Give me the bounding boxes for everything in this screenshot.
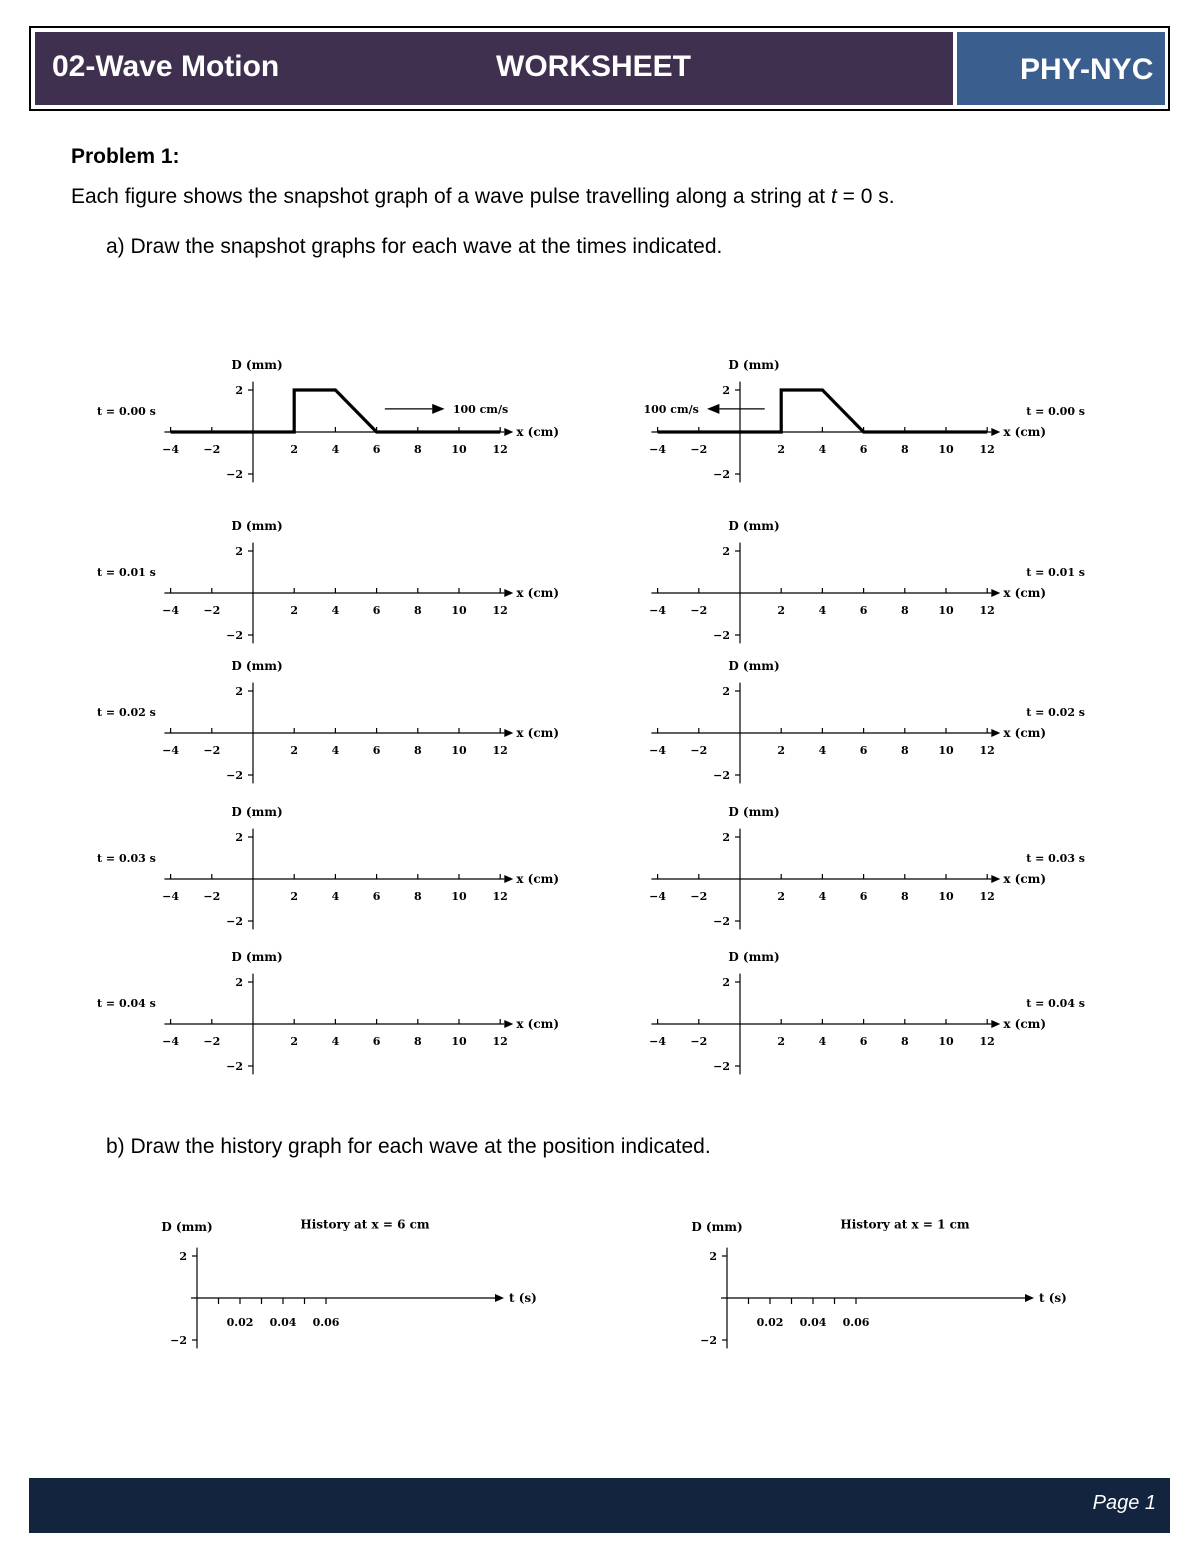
x-tick-label: 2 (777, 443, 786, 456)
x-tick-label: 0.06 (312, 1316, 340, 1329)
x-tick-label: −4 (649, 443, 667, 456)
problem-title: Problem 1: (71, 145, 180, 168)
x-tick-label: −2 (203, 744, 221, 757)
x-tick-label: 10 (451, 604, 467, 617)
page-number: Page 1 (1092, 1492, 1156, 1514)
time-label: t = 0.02 s (1026, 706, 1085, 719)
snapshot-graph-left-4 (97, 950, 559, 1074)
x-axis-arrow (504, 428, 513, 436)
snapshot-graph-right-3 (649, 805, 1085, 929)
x-tick-label: 10 (451, 443, 467, 456)
x-tick-label: 6 (372, 744, 381, 757)
y-tick-label: 2 (235, 831, 243, 844)
velocity-label: 100 cm/s (452, 402, 509, 416)
y-axis-label: D (mm) (231, 659, 283, 673)
x-tick-label: 8 (413, 604, 422, 617)
y-tick-label: 2 (235, 384, 243, 397)
y-axis-label: D (mm) (231, 950, 283, 964)
statement-post: = 0 s. (836, 185, 895, 208)
x-tick-label: 10 (938, 890, 954, 903)
x-tick-label: 4 (818, 890, 827, 903)
footer-bar (29, 1478, 1170, 1533)
y-axis-label: D (mm) (231, 519, 283, 533)
document-type: WORKSHEET (496, 50, 691, 83)
x-tick-label: 4 (331, 744, 340, 757)
time-label: t = 0.02 s (97, 706, 156, 719)
x-tick-label: 2 (290, 443, 299, 456)
x-tick-label: 10 (451, 890, 467, 903)
y-axis-label: D (mm) (728, 950, 780, 964)
snapshot-graph-left-2 (97, 659, 559, 783)
x-tick-label: 8 (900, 604, 909, 617)
pulse-line (171, 390, 501, 432)
y-tick-label: −2 (713, 769, 730, 782)
y-tick-label: 2 (722, 545, 730, 558)
y-axis-label: D (mm) (231, 805, 283, 819)
y-tick-label: −2 (713, 468, 730, 481)
y-tick-label: −2 (226, 769, 243, 782)
y-tick-label: 2 (235, 685, 243, 698)
x-tick-label: 4 (331, 604, 340, 617)
x-tick-label: −2 (690, 443, 708, 456)
x-tick-label: 12 (979, 443, 995, 456)
history-title: History at x = 6 cm (300, 1217, 430, 1232)
y-tick-label: 2 (722, 384, 730, 397)
y-axis-label: D (mm) (728, 659, 780, 673)
statement-pre: Each figure shows the snapshot graph of a wave pulse travelling along a string at (71, 185, 831, 208)
x-tick-label: 8 (900, 1035, 909, 1048)
x-axis-label: x (cm) (516, 726, 560, 740)
x-tick-label: 0.02 (226, 1316, 254, 1329)
time-label: t = 0.04 s (1026, 997, 1085, 1010)
x-tick-label: 10 (451, 744, 467, 757)
velocity-arrowhead (432, 404, 444, 414)
time-label: t = 0.01 s (1026, 566, 1085, 579)
x-axis-arrow (991, 1020, 1000, 1028)
y-tick-label: −2 (226, 1060, 243, 1073)
y-tick-label: 2 (722, 685, 730, 698)
x-tick-label: −4 (649, 604, 667, 617)
x-tick-label: 12 (979, 744, 995, 757)
snapshot-graph-left-1 (97, 519, 559, 643)
x-tick-label: 4 (818, 744, 827, 757)
x-axis-label: t (s) (509, 1291, 537, 1305)
x-tick-label: 4 (818, 1035, 827, 1048)
x-tick-label: 0.06 (842, 1316, 870, 1329)
y-tick-label: 2 (235, 976, 243, 989)
document-title: 02-Wave Motion (52, 50, 280, 83)
y-axis-label: D (mm) (728, 519, 780, 533)
x-tick-label: 6 (372, 604, 381, 617)
x-tick-label: −2 (690, 604, 708, 617)
x-tick-label: 12 (492, 443, 508, 456)
x-tick-label: 6 (859, 443, 868, 456)
x-tick-label: −4 (649, 744, 667, 757)
history-graph-1 (691, 1218, 1067, 1349)
x-tick-label: 6 (859, 890, 868, 903)
x-tick-label: 8 (413, 1035, 422, 1048)
velocity-arrowhead (707, 404, 719, 414)
y-tick-label: −2 (226, 468, 243, 481)
x-tick-label: 10 (938, 443, 954, 456)
y-tick-label: −2 (226, 629, 243, 642)
x-tick-label: 2 (290, 890, 299, 903)
x-axis-arrow (504, 589, 513, 597)
statement-variable: t (830, 185, 837, 208)
x-tick-label: −4 (649, 890, 667, 903)
snapshot-graph-right-4 (649, 950, 1085, 1074)
x-tick-label: −4 (162, 443, 180, 456)
y-tick-label: 2 (709, 1250, 717, 1263)
time-label: t = 0.04 s (97, 997, 156, 1010)
x-tick-label: 10 (938, 744, 954, 757)
x-tick-label: 0.04 (269, 1316, 297, 1329)
y-tick-label: −2 (713, 915, 730, 928)
x-axis-arrow (991, 875, 1000, 883)
x-axis-label: t (s) (1039, 1291, 1067, 1305)
x-tick-label: 4 (818, 443, 827, 456)
x-tick-label: 2 (290, 604, 299, 617)
time-label: t = 0.03 s (97, 852, 156, 865)
y-tick-label: 2 (722, 976, 730, 989)
snapshot-graph-right-2 (649, 659, 1085, 783)
x-tick-label: 4 (818, 604, 827, 617)
x-tick-label: −4 (162, 744, 180, 757)
y-axis-label: D (mm) (728, 358, 780, 372)
x-tick-label: 8 (900, 890, 909, 903)
x-axis-arrow (504, 875, 513, 883)
x-tick-label: −2 (203, 890, 221, 903)
x-tick-label: 4 (331, 443, 340, 456)
x-tick-label: 2 (777, 744, 786, 757)
x-tick-label: 6 (859, 604, 868, 617)
y-tick-label: 2 (235, 545, 243, 558)
x-tick-label: −2 (203, 1035, 221, 1048)
x-tick-label: 12 (492, 744, 508, 757)
x-axis-arrow (504, 729, 513, 737)
velocity-label: 100 cm/s (643, 402, 699, 416)
y-tick-label: −2 (713, 629, 730, 642)
x-tick-label: 12 (492, 1035, 508, 1048)
x-tick-label: 8 (413, 890, 422, 903)
pulse-line (658, 390, 988, 432)
history-graph-0 (161, 1218, 537, 1349)
x-tick-label: 6 (372, 890, 381, 903)
x-tick-label: 8 (900, 744, 909, 757)
snapshot-graph-left-3 (97, 805, 559, 929)
x-tick-label: 10 (938, 1035, 954, 1048)
x-tick-label: 6 (859, 1035, 868, 1048)
x-axis-label: x (cm) (1003, 726, 1047, 740)
x-tick-label: −2 (690, 890, 708, 903)
x-tick-label: 10 (938, 604, 954, 617)
y-axis-label: D (mm) (728, 805, 780, 819)
x-tick-label: 2 (777, 890, 786, 903)
x-tick-label: 2 (290, 1035, 299, 1048)
part-a-instruction: a) Draw the snapshot graphs for each wave at the times indicated. (106, 235, 723, 258)
x-tick-label: −4 (649, 1035, 667, 1048)
x-tick-label: 2 (777, 604, 786, 617)
y-tick-label: −2 (713, 1060, 730, 1073)
x-tick-label: 0.04 (799, 1316, 827, 1329)
x-tick-label: 12 (979, 604, 995, 617)
x-tick-label: −4 (162, 1035, 180, 1048)
x-axis-label: x (cm) (516, 872, 560, 886)
x-axis-label: x (cm) (1003, 872, 1047, 886)
x-tick-label: 4 (331, 1035, 340, 1048)
y-tick-label: 2 (722, 831, 730, 844)
snapshot-graph-right-0 (649, 358, 1085, 482)
time-label: t = 0.00 s (1026, 405, 1085, 418)
x-axis-label: x (cm) (1003, 425, 1047, 439)
x-tick-label: 12 (979, 890, 995, 903)
y-tick-label: −2 (226, 915, 243, 928)
x-tick-label: 10 (451, 1035, 467, 1048)
x-tick-label: 8 (900, 443, 909, 456)
x-axis-arrow (504, 1020, 513, 1028)
x-axis-arrow (1025, 1294, 1034, 1302)
y-axis-label: D (mm) (231, 358, 283, 372)
snapshot-graph-left-0 (97, 358, 559, 482)
time-label: t = 0.03 s (1026, 852, 1085, 865)
part-b-instruction: b) Draw the history graph for each wave at the position indicated. (106, 1135, 711, 1158)
x-axis-arrow (495, 1294, 504, 1302)
x-axis-label: x (cm) (516, 425, 560, 439)
x-tick-label: −4 (162, 604, 180, 617)
x-tick-label: 8 (413, 744, 422, 757)
x-tick-label: −2 (203, 443, 221, 456)
x-tick-label: 2 (777, 1035, 786, 1048)
course-code: PHY-NYC (1020, 53, 1154, 86)
x-tick-label: 12 (492, 604, 508, 617)
x-tick-label: 12 (492, 890, 508, 903)
x-tick-label: 2 (290, 744, 299, 757)
x-tick-label: −2 (690, 744, 708, 757)
x-tick-label: −2 (690, 1035, 708, 1048)
x-tick-label: 8 (413, 443, 422, 456)
x-tick-label: 6 (372, 1035, 381, 1048)
x-tick-label: −4 (162, 890, 180, 903)
y-axis-label: D (mm) (161, 1219, 213, 1234)
history-title: History at x = 1 cm (840, 1217, 970, 1232)
y-tick-label: 2 (179, 1250, 187, 1263)
x-tick-label: 4 (331, 890, 340, 903)
x-tick-label: 12 (979, 1035, 995, 1048)
x-axis-arrow (991, 729, 1000, 737)
y-axis-label: D (mm) (691, 1219, 743, 1234)
x-tick-label: −2 (203, 604, 221, 617)
x-tick-label: 6 (859, 744, 868, 757)
y-tick-label: −2 (700, 1334, 717, 1347)
time-label: t = 0.01 s (97, 566, 156, 579)
snapshot-graph-right-1 (649, 519, 1085, 643)
time-label: t = 0.00 s (97, 405, 156, 418)
y-tick-label: −2 (170, 1334, 187, 1347)
x-axis-label: x (cm) (516, 586, 560, 600)
x-axis-arrow (991, 589, 1000, 597)
x-tick-label: 0.02 (756, 1316, 784, 1329)
x-tick-label: 6 (372, 443, 381, 456)
x-axis-label: x (cm) (1003, 1017, 1047, 1031)
x-axis-arrow (991, 428, 1000, 436)
x-axis-label: x (cm) (516, 1017, 560, 1031)
x-axis-label: x (cm) (1003, 586, 1047, 600)
